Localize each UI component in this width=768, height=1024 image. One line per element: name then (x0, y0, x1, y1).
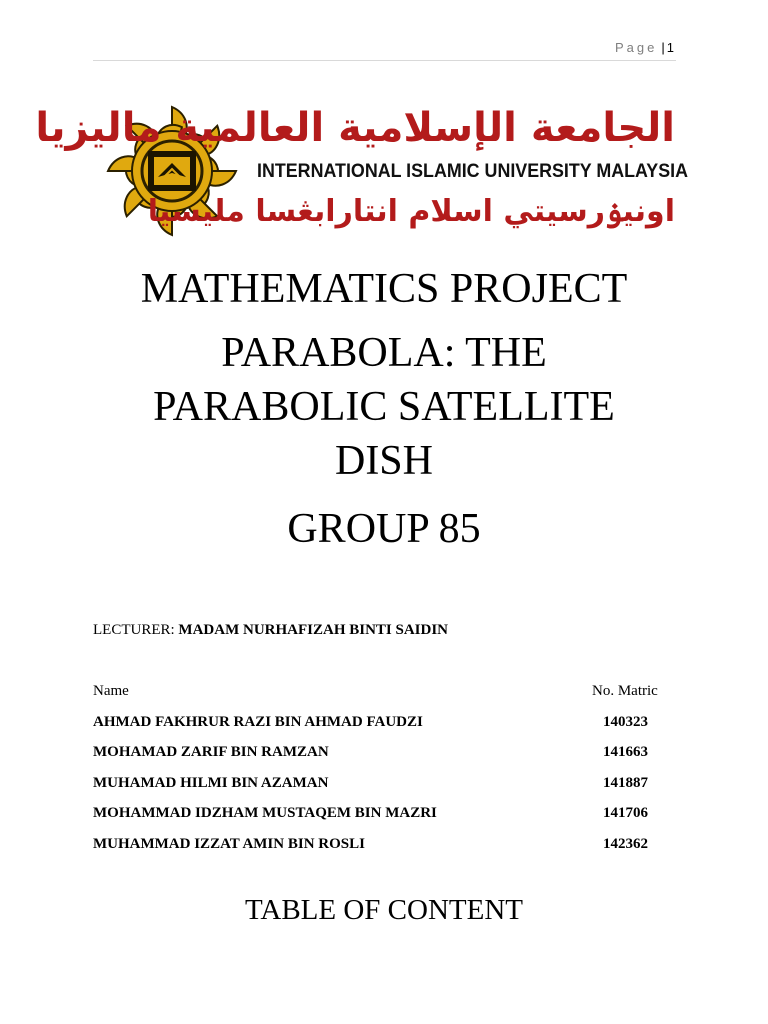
matric-column-header: No. Matric (592, 683, 658, 699)
lecturer-name: MADAM NURHAFIZAH BINTI SAIDIN (178, 622, 449, 638)
topic-title-line-2: PARABOLIC SATELLITE (153, 384, 615, 430)
name-column-header: Name (93, 683, 129, 699)
member-matric: 140323 (603, 713, 648, 730)
member-matric: 141887 (603, 774, 648, 791)
member-name: MOHAMAD ZARIF BIN RAMZAN (93, 744, 329, 760)
table-row (93, 802, 675, 833)
table-row (93, 833, 675, 864)
topic-title-line-3: DISH (334, 438, 433, 484)
header-divider (93, 60, 676, 61)
logo-jawi-name: اونيۏرسيتي اسلام انتارابڠسا مليسيا (147, 194, 675, 229)
member-name: MOHAMMAD IDZHAM MUSTAQEM BIN MAZRI (93, 805, 437, 821)
members-table (93, 680, 675, 863)
member-matric: 142362 (603, 835, 648, 852)
topic-title-line-1: PARABOLA: THE (221, 330, 547, 376)
table-of-content-heading: TABLE OF CONTENT (245, 894, 523, 926)
member-matric: 141706 (603, 805, 648, 821)
logo-text (35, 100, 688, 240)
document-title (100, 262, 668, 556)
table-row (93, 772, 675, 803)
member-matric: 141663 (603, 744, 648, 760)
page-number: 1 (666, 40, 674, 55)
logo-arabic-name: الجامعة الإسلامية العالمية ماليزيا (35, 105, 675, 151)
page-header (615, 40, 674, 55)
table-row (93, 741, 675, 772)
logo-english-name: INTERNATIONAL ISLAMIC UNIVERSITY MALAYSIA (257, 161, 688, 182)
project-title: MATHEMATICS PROJECT (140, 266, 628, 312)
university-logo (35, 100, 688, 240)
members-header-row (93, 680, 675, 711)
page-label: Page (615, 40, 658, 55)
member-name: MUHAMAD HILMI BIN AZAMAN (93, 774, 329, 791)
page-separator: | (661, 40, 665, 55)
member-name: MUHAMMAD IZZAT AMIN BIN ROSLI (93, 835, 365, 852)
lecturer-line (93, 622, 448, 639)
table-row (93, 711, 675, 742)
lecturer-label: LECTURER: (93, 622, 175, 638)
group-title: GROUP 85 (287, 506, 481, 552)
member-name: AHMAD FAKHRUR RAZI BIN AHMAD FAUDZI (93, 713, 423, 730)
